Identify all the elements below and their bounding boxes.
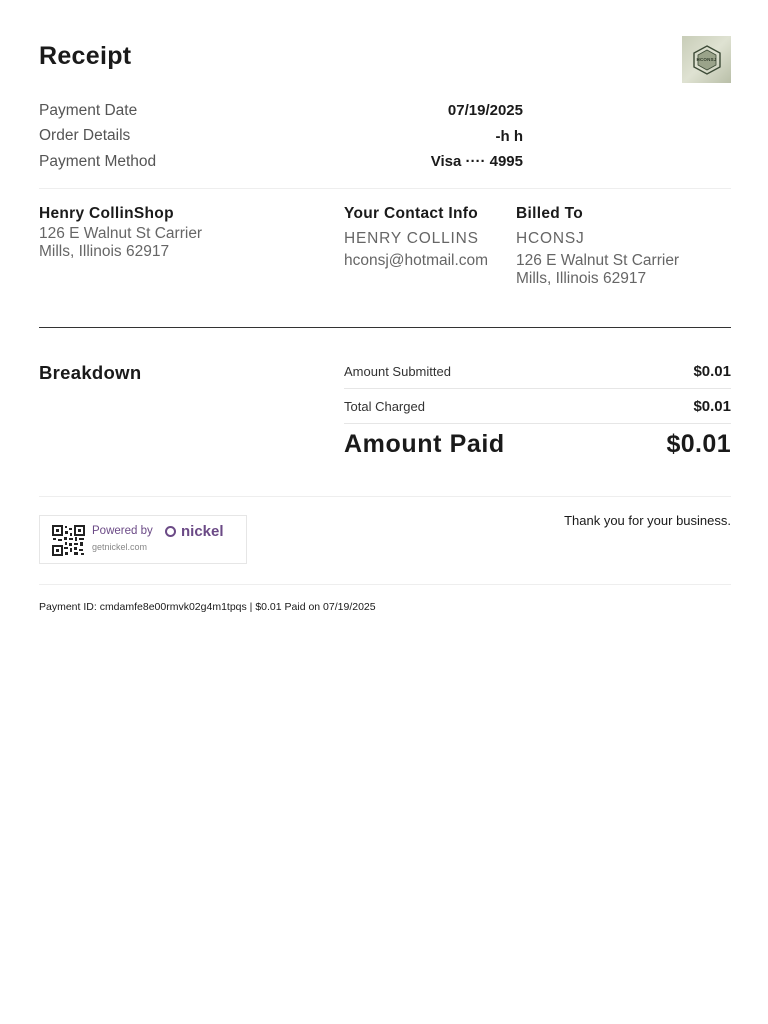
logo-emblem-icon bbox=[692, 45, 722, 75]
payment-summary bbox=[39, 98, 523, 175]
thank-you-note: Thank you for your business. bbox=[564, 513, 731, 528]
divider bbox=[39, 496, 731, 497]
section-divider bbox=[39, 327, 731, 328]
nickel-brand-text: nickel bbox=[181, 523, 224, 540]
amount-submitted-label: Amount Submitted bbox=[344, 363, 451, 379]
total-charged-label: Total Charged bbox=[344, 398, 425, 414]
billed-to-address-line1: 126 E Walnut St Carrier bbox=[516, 252, 680, 269]
summary-row-order-details bbox=[39, 124, 523, 150]
receipt-page bbox=[39, 0, 731, 1024]
nickel-logo bbox=[165, 523, 224, 540]
payment-date-value: 07/19/2025 bbox=[447, 102, 523, 120]
merchant-logo bbox=[682, 36, 731, 83]
breakdown-title: Breakdown bbox=[39, 362, 142, 383]
merchant-name: Henry CollinShop bbox=[39, 205, 174, 222]
merchant-address-line2: Mills, Illinois 62917 bbox=[39, 243, 170, 260]
divider bbox=[39, 188, 731, 189]
qr-code-icon bbox=[52, 525, 85, 556]
total-charged-value: $0.01 bbox=[693, 397, 731, 415]
billed-to-info bbox=[516, 205, 731, 288]
billed-to-heading: Billed To bbox=[516, 205, 583, 222]
payment-method-label: Payment Method bbox=[39, 152, 157, 170]
contact-email[interactable]: hconsj@hotmail.com bbox=[344, 252, 489, 269]
nickel-ring-icon bbox=[165, 526, 176, 537]
billed-to-address-line2: Mills, Illinois 62917 bbox=[516, 270, 647, 287]
contact-info bbox=[344, 205, 504, 270]
payment-method-value: Visa ···· 4995 bbox=[430, 153, 523, 171]
divider bbox=[39, 584, 731, 585]
amount-paid-label: Amount Paid bbox=[344, 429, 505, 458]
breakdown-table bbox=[344, 354, 731, 464]
page-title: Receipt bbox=[39, 42, 132, 70]
order-details-value: -h h bbox=[495, 127, 523, 145]
merchant-address-line1: 126 E Walnut St Carrier bbox=[39, 225, 203, 242]
amount-paid-row bbox=[344, 424, 731, 464]
powered-by-label: Powered by bbox=[92, 525, 153, 537]
nickel-url[interactable]: getnickel.com bbox=[92, 542, 148, 552]
contact-name: HENRY COLLINS bbox=[344, 230, 479, 247]
payment-date-label: Payment Date bbox=[39, 101, 138, 119]
merchant-info bbox=[39, 205, 319, 261]
breakdown-row bbox=[344, 354, 731, 389]
contact-heading: Your Contact Info bbox=[344, 205, 478, 222]
amount-submitted-value: $0.01 bbox=[693, 362, 731, 380]
amount-paid-value: $0.01 bbox=[666, 429, 731, 458]
summary-row-payment-date bbox=[39, 98, 523, 124]
payment-id-footer: Payment ID: cmdamfe8e00rmvk02g4m1tpqs | $0.01 Paid on 07/19/2025 bbox=[39, 601, 376, 613]
powered-by-nickel-badge[interactable] bbox=[39, 515, 247, 564]
breakdown-row bbox=[344, 389, 731, 424]
order-details-label: Order Details bbox=[39, 127, 131, 145]
summary-row-payment-method bbox=[39, 149, 523, 175]
billed-to-name: HCONSJ bbox=[516, 230, 585, 247]
logo-text: HCONSJ bbox=[696, 57, 717, 62]
